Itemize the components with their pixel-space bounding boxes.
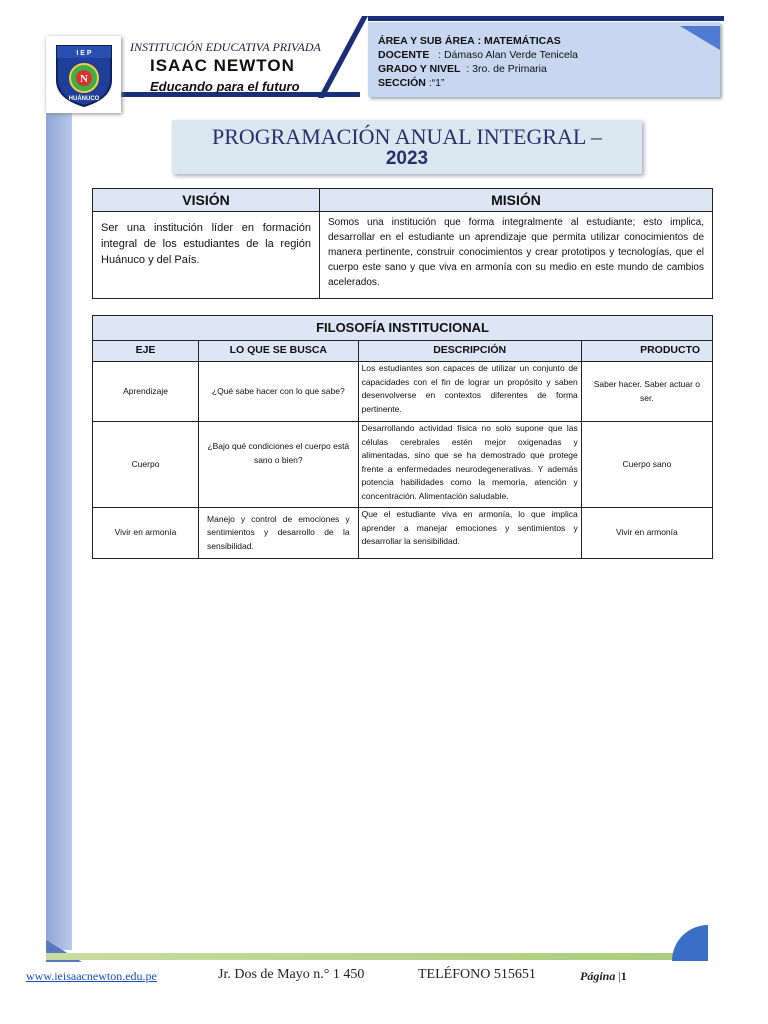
info-grado-value: : 3ro. de Primaria <box>466 63 547 75</box>
table-row <box>93 362 713 422</box>
column-header-busca: LO QUE SE BUSCA <box>199 341 359 362</box>
row-descripcion: Que el estudiante viva en armonía, lo que implica aprender a manejar emociones y sentimientos y desarrollar la sensibilidad. <box>358 508 581 559</box>
page-separator: | <box>618 969 621 983</box>
info-area-label: ÁREA Y SUB ÁREA <box>378 35 475 47</box>
row-busca: Manejo y control de emociones y sentimientos y desarrollo de la sensibilidad. <box>199 508 359 559</box>
info-docente-value: : Dámaso Alan Verde Tenicela <box>438 49 579 61</box>
table-row <box>93 422 713 508</box>
vision-text: Ser una institución líder en formación integral de los estudiantes de la región Huánuco y del País. <box>93 212 320 299</box>
info-grado <box>378 63 547 75</box>
table-row <box>93 508 713 559</box>
school-logo <box>46 36 121 113</box>
footer-address: Jr. Dos de Mayo n.° 1 450 <box>218 967 365 982</box>
mision-header: MISIÓN <box>320 189 713 212</box>
row-busca: ¿Bajo qué condiciones el cuerpo está sano o bien? <box>199 422 359 508</box>
school-crest-icon <box>53 42 115 108</box>
column-header-descripcion: DESCRIPCIÓN <box>358 341 581 362</box>
row-producto: Saber hacer. Saber actuar o ser. <box>581 362 712 422</box>
vision-header: VISIÓN <box>93 189 320 212</box>
page-title <box>172 120 642 174</box>
page-number-value: 1 <box>620 969 627 983</box>
info-grado-label: GRADO Y NIVEL <box>378 63 461 75</box>
info-docente-label: DOCENTE <box>378 49 430 61</box>
row-descripcion: Los estudiantes son capaces de utilizar un conjunto de capacidades con el fin de lograr un propósito y saben desenvolverse en contextos diferentes de forma pertinente. <box>358 362 581 422</box>
row-descripcion: Desarrollando actividad física no solo supone que las células cerebrales estén mejor oxigenadas y alimentadas, sino que se ha demostrado que protege frente a enfermedades neurodegenerativas. Y además potencia habilidades como la memoria, atención y concentración. Alimentación saludable. <box>358 422 581 508</box>
info-docente <box>378 49 578 61</box>
logo-bottom-text: HUÁNUCO <box>68 95 99 102</box>
column-header-eje: EJE <box>93 341 199 362</box>
institution-motto: Educando para el futuro <box>150 79 300 94</box>
bottom-right-quarter-circle <box>672 925 708 961</box>
info-area-value: : MATEMÁTICAS <box>477 35 561 47</box>
info-seccion <box>378 77 445 89</box>
row-busca: ¿Qué sabe hacer con lo que sabe? <box>199 362 359 422</box>
header-diagonal-stripe <box>318 16 368 98</box>
row-eje: Cuerpo <box>93 422 199 508</box>
institution-type: INSTITUCIÓN EDUCATIVA PRIVADA <box>130 40 321 54</box>
page-label: Página <box>580 969 616 983</box>
row-eje: Aprendizaje <box>93 362 199 422</box>
mision-text: Somos una institución que forma integralmente al estudiante; esto implica, desarrollar en el estudiante un aprendizaje que permita utilizar conocimientos de manera pertinente, construir conocimientos y crear prototipos y tecnologías, que el cuerpo este sano y que viva en armonía con su medio en este mundo de cambios acelerados. <box>320 212 713 299</box>
footer-phone: TELÉFONO 515651 <box>418 967 536 982</box>
filosofia-table <box>92 315 713 559</box>
filosofia-title: FILOSOFÍA INSTITUCIONAL <box>93 316 713 341</box>
column-header-producto: PRODUCTO <box>581 341 712 362</box>
logo-top-text: I E P <box>75 49 92 57</box>
institution-name: ISAAC NEWTON <box>150 56 295 75</box>
info-area <box>378 35 561 47</box>
logo-letter: N <box>79 72 88 85</box>
page-number <box>580 969 627 984</box>
row-producto: Vivir en armonía <box>581 508 712 559</box>
footer-divider <box>46 953 708 960</box>
website-link[interactable]: www.ieisaacnewton.edu.pe <box>26 969 157 983</box>
vision-mision-table <box>92 188 713 299</box>
title-line-2: 2023 <box>385 148 429 169</box>
row-eje: Vivir en armonía <box>93 508 199 559</box>
title-line-1: PROGRAMACIÓN ANUAL INTEGRAL – <box>211 124 603 149</box>
info-seccion-label: SECCIÓN <box>378 77 426 89</box>
info-box-top-border <box>368 16 724 21</box>
left-decorative-bar <box>46 105 72 950</box>
info-seccion-value: :“1” <box>428 77 445 89</box>
row-producto: Cuerpo sano <box>581 422 712 508</box>
info-box-corner-triangle <box>680 26 720 50</box>
